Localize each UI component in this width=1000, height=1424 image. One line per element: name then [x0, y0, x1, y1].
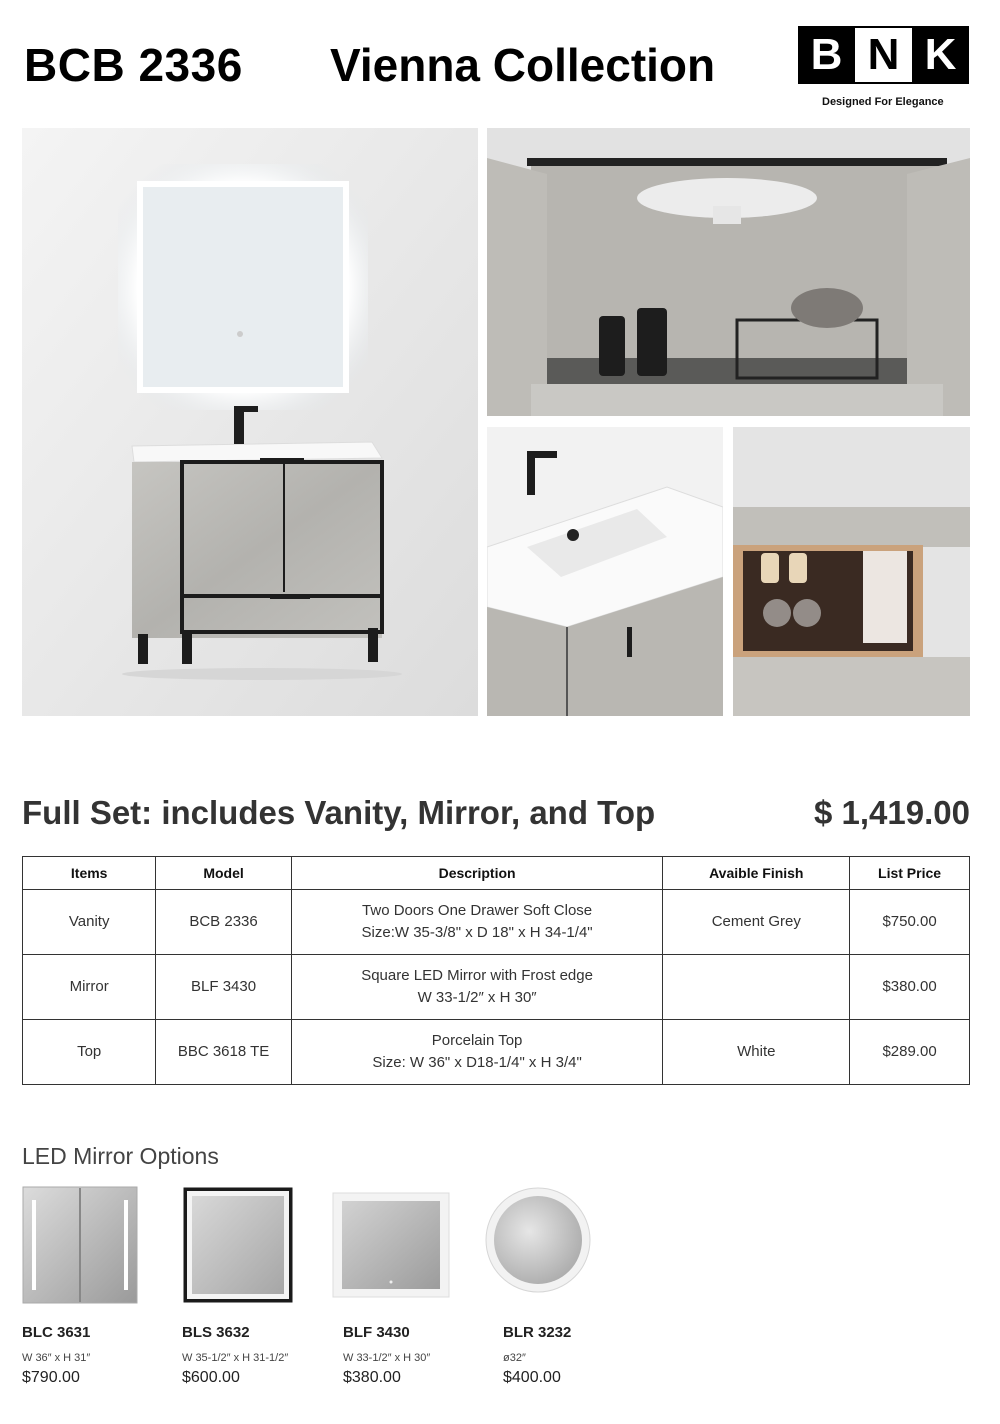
led-mirror-options-title: LED Mirror Options	[22, 1143, 219, 1169]
cell-model: BCB 2336	[156, 890, 291, 955]
mirror-cabinet-image	[22, 1186, 138, 1304]
cell-model: BBC 3618 TE	[156, 1020, 291, 1085]
option-name: BLC 3631	[22, 1324, 91, 1341]
cell-description	[291, 1020, 663, 1085]
logo-letter-n: N	[855, 26, 912, 84]
sink-detail-photo	[487, 427, 723, 716]
header-list-price: List Price	[850, 857, 970, 890]
option-dimensions: W 35-1/2″ x H 31-1/2″	[182, 1352, 289, 1364]
cell-description	[291, 890, 663, 955]
header-finish: Avaible Finish	[663, 857, 850, 890]
model-title: BCB 2336	[24, 39, 243, 91]
cell-price: $750.00	[850, 890, 970, 955]
main-product-photo	[22, 128, 478, 716]
round-mirror-image	[484, 1186, 592, 1294]
cell-finish: White	[663, 1020, 850, 1085]
header-description: Description	[291, 857, 663, 890]
option-dimensions: W 33-1/2″ x H 30″	[343, 1352, 431, 1364]
table-row	[23, 955, 970, 1020]
logo-letter-k: K	[912, 26, 969, 84]
cabinet-interior-photo	[487, 128, 970, 416]
description-size: Size: W 36" x D18-1/4" x H 3/4"	[372, 1054, 582, 1071]
option-price: $380.00	[343, 1369, 401, 1386]
cell-item: Top	[23, 1020, 156, 1085]
logo-letter-b: B	[798, 26, 855, 84]
cell-price: $289.00	[850, 1020, 970, 1085]
description-line: Porcelain Top	[431, 1032, 523, 1049]
option-name: BLS 3632	[182, 1324, 250, 1341]
table-row	[23, 1020, 970, 1085]
option-dimensions: W 36″ x H 31″	[22, 1352, 91, 1364]
frost-edge-mirror-image	[332, 1192, 450, 1298]
cell-item: Mirror	[23, 955, 156, 1020]
option-dimensions: ø32″	[503, 1352, 526, 1364]
full-set-label: Full Set: includes Vanity, Mirror, and Top	[22, 794, 656, 831]
cell-finish	[663, 955, 850, 1020]
black-frame-mirror-image	[182, 1186, 294, 1304]
option-name: BLF 3430	[343, 1324, 410, 1341]
cell-finish: Cement Grey	[663, 890, 850, 955]
brand-logo	[798, 26, 970, 84]
full-set-price: $ 1,419.00	[814, 794, 970, 831]
description-size: Size:W 35-3/8" x D 18" x H 34-1/4"	[361, 924, 593, 941]
drawer-interior-photo	[733, 427, 970, 716]
description-line: Two Doors One Drawer Soft Close	[362, 902, 593, 919]
collection-title: Vienna Collection	[330, 39, 716, 91]
brand-tagline: Designed For Elegance	[822, 96, 944, 108]
cell-item: Vanity	[23, 890, 156, 955]
cell-price: $380.00	[850, 955, 970, 1020]
description-line: Square LED Mirror with Frost edge	[361, 967, 593, 984]
header-items: Items	[23, 857, 156, 890]
cell-description	[291, 955, 663, 1020]
option-name: BLR 3232	[503, 1324, 572, 1341]
spec-table	[22, 856, 970, 1085]
option-price: $790.00	[22, 1369, 80, 1386]
cell-model: BLF 3430	[156, 955, 291, 1020]
table-header-row	[23, 857, 970, 890]
description-size: W 33-1/2″ x H 30″	[417, 989, 537, 1006]
option-price: $400.00	[503, 1369, 561, 1386]
table-row	[23, 890, 970, 955]
header-model: Model	[156, 857, 291, 890]
option-price: $600.00	[182, 1369, 240, 1386]
